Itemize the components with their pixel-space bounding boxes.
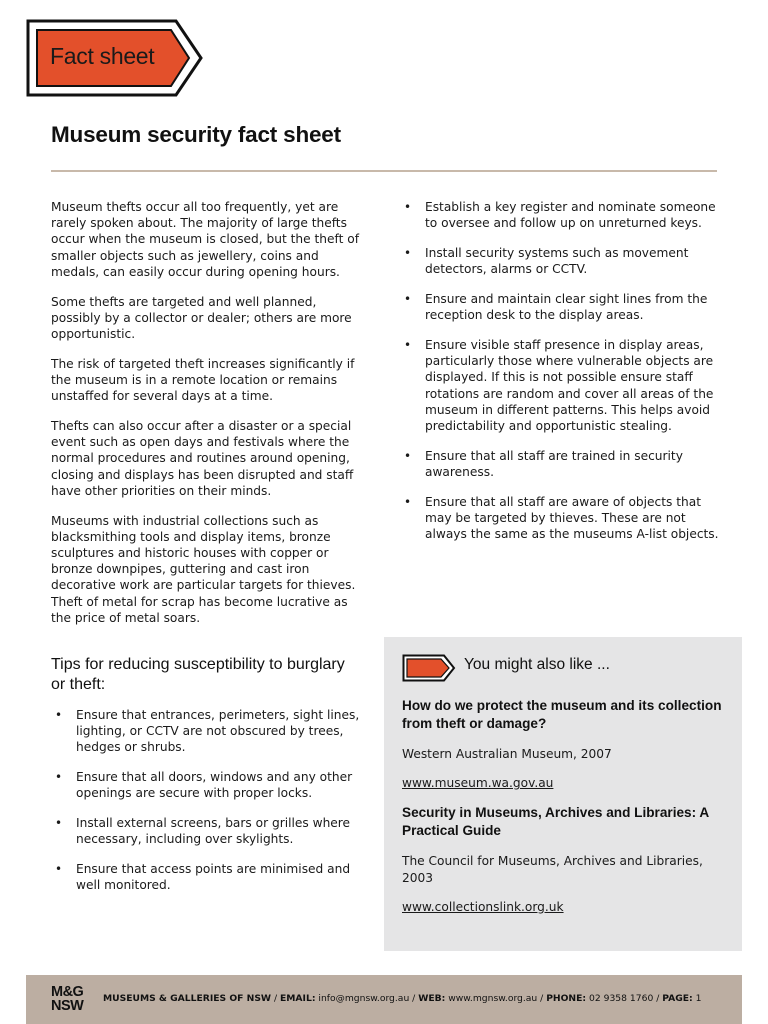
footer-org: MUSEUMS & GALLERIES OF NSW: [103, 993, 272, 1004]
tip-text: Ensure that all doors, windows and any other openings are secure with proper locks.: [76, 770, 353, 801]
tip-text: Ensure that access points are minimised and well monitored.: [76, 862, 351, 893]
page-number: 1: [692, 993, 702, 1004]
intro-paragraph: The risk of targeted theft increases significantly if the museum is in a remote location or remains unstaffed for several days at a time.: [51, 356, 355, 404]
footer-sep: /: [409, 993, 419, 1004]
measure-text: Ensure that all staff are aware of objects that may be targeted by thieves. These are not always the same as the museums A-list objects.: [425, 494, 719, 542]
reference-title: How do we protect the museum and its collection from theft or damage?: [402, 698, 722, 731]
footer-sep: /: [537, 993, 547, 1004]
bullet-icon: •: [404, 448, 412, 463]
bullet-icon: •: [55, 770, 63, 785]
phone-label: PHONE:: [546, 993, 587, 1004]
footer-contact: [103, 993, 702, 1004]
bullet-icon: •: [404, 292, 412, 306]
intro-paragraph: Museums with industrial collections such as blacksmithing tools and display items, bronze sculptures and historic houses with copper or bronze downpipes, guttering and cast iron decorative work are particular targets for thieves. Theft of metal for scrap has become lucrative as the price of metal soars.: [51, 513, 356, 625]
footer-phone: 02 9358 1760: [586, 993, 654, 1004]
tip-text: Ensure that entrances, perimeters, sight lines, lighting, or CCTV are not obscured by trees, hedges or shrubs.: [76, 708, 360, 755]
reference-link[interactable]: www.collectionslink.org.uk: [402, 899, 564, 914]
tip-item: [51, 815, 369, 847]
measure-item: [400, 291, 720, 323]
measure-item: [400, 494, 720, 543]
measure-item: [400, 448, 720, 480]
bullet-icon: •: [55, 708, 63, 722]
measure-text: Ensure that all staff are trained in security awareness.: [425, 448, 683, 480]
logo-line: M&G: [51, 984, 84, 1000]
mg-nsw-logo: [51, 986, 83, 1013]
measure-item: [400, 337, 720, 434]
tip-item: [51, 769, 369, 801]
tips-heading: Tips for reducing susceptibility to burglary or theft:: [51, 656, 345, 693]
measure-text: Establish a key register and nominate someone to oversee and follow up on unreturned keys.: [425, 200, 716, 231]
footer-sep: /: [653, 993, 663, 1004]
intro-paragraph: Thefts can also occur after a disaster or a special event such as open days and festivals where the normal procedures and routines around opening, closing and displays has been disrupted and staff have other priorities on their minds.: [51, 419, 354, 498]
page-label: PAGE:: [662, 993, 693, 1004]
footer-web[interactable]: www.mgnsw.org.au: [445, 993, 538, 1004]
reference-source: Western Australian Museum, 2007: [402, 747, 612, 761]
references: [402, 697, 732, 928]
tip-item: [51, 707, 369, 756]
page-title: Museum security fact sheet: [51, 122, 341, 147]
badge-label: Fact sheet: [50, 43, 155, 69]
reference-link[interactable]: www.museum.wa.gov.au: [402, 776, 554, 791]
measure-text: Install security systems such as movement detectors, alarms or CCTV.: [425, 246, 689, 277]
security-measures-list: [400, 199, 720, 556]
bullet-icon: •: [55, 862, 63, 877]
footer: [26, 975, 742, 1024]
measure-item: [400, 199, 720, 231]
tips-list: [51, 707, 369, 907]
related-resources-panel: [384, 637, 742, 951]
intro-column: [51, 199, 369, 640]
intro-paragraph: Museum thefts occur all too frequently, yet are rarely spoken about. The majority of large thefts occur when the museum is closed, but the theft of smaller objects such as jewellery, coins and medals, can easily occur during opening hours.: [51, 200, 359, 279]
panel-arrow-icon: [402, 654, 456, 682]
measure-item: [400, 245, 720, 277]
reference-source: The Council for Museums, Archives and Libraries, 2003: [402, 854, 703, 885]
footer-email[interactable]: info@mgnsw.org.au: [315, 993, 410, 1004]
email-label: EMAIL:: [280, 993, 316, 1004]
intro-paragraph: Some thefts are targeted and well planned, possibly by a collector or dealer; others are more opportunistic.: [51, 294, 352, 342]
bullet-icon: •: [404, 246, 412, 260]
tip-text: Install external screens, bars or grilles where necessary, including over skylights.: [76, 816, 351, 847]
footer-sep: /: [271, 993, 281, 1004]
bullet-icon: •: [404, 338, 412, 352]
bullet-icon: •: [55, 816, 63, 831]
web-label: WEB:: [418, 993, 446, 1004]
bullet-icon: •: [404, 494, 412, 509]
reference-title: Security in Museums, Archives and Libraries: A Practical Guide: [402, 805, 709, 839]
measure-text: Ensure and maintain clear sight lines from the reception desk to the display areas.: [425, 292, 708, 323]
bullet-icon: •: [404, 200, 412, 214]
panel-heading: You might also like ...: [464, 656, 610, 673]
title-divider: [51, 170, 717, 172]
tip-item: [51, 861, 369, 893]
measure-text: Ensure visible staff presence in display areas, particularly those where vulnerable objects are displayed. If this is not possible ensure staff rotations are random and cover all areas of the museum in different patterns. This helps avoid predictability and opportunistic stealing.: [425, 338, 714, 434]
fact-sheet-badge: [26, 19, 204, 97]
logo-line: NSW: [51, 997, 84, 1014]
